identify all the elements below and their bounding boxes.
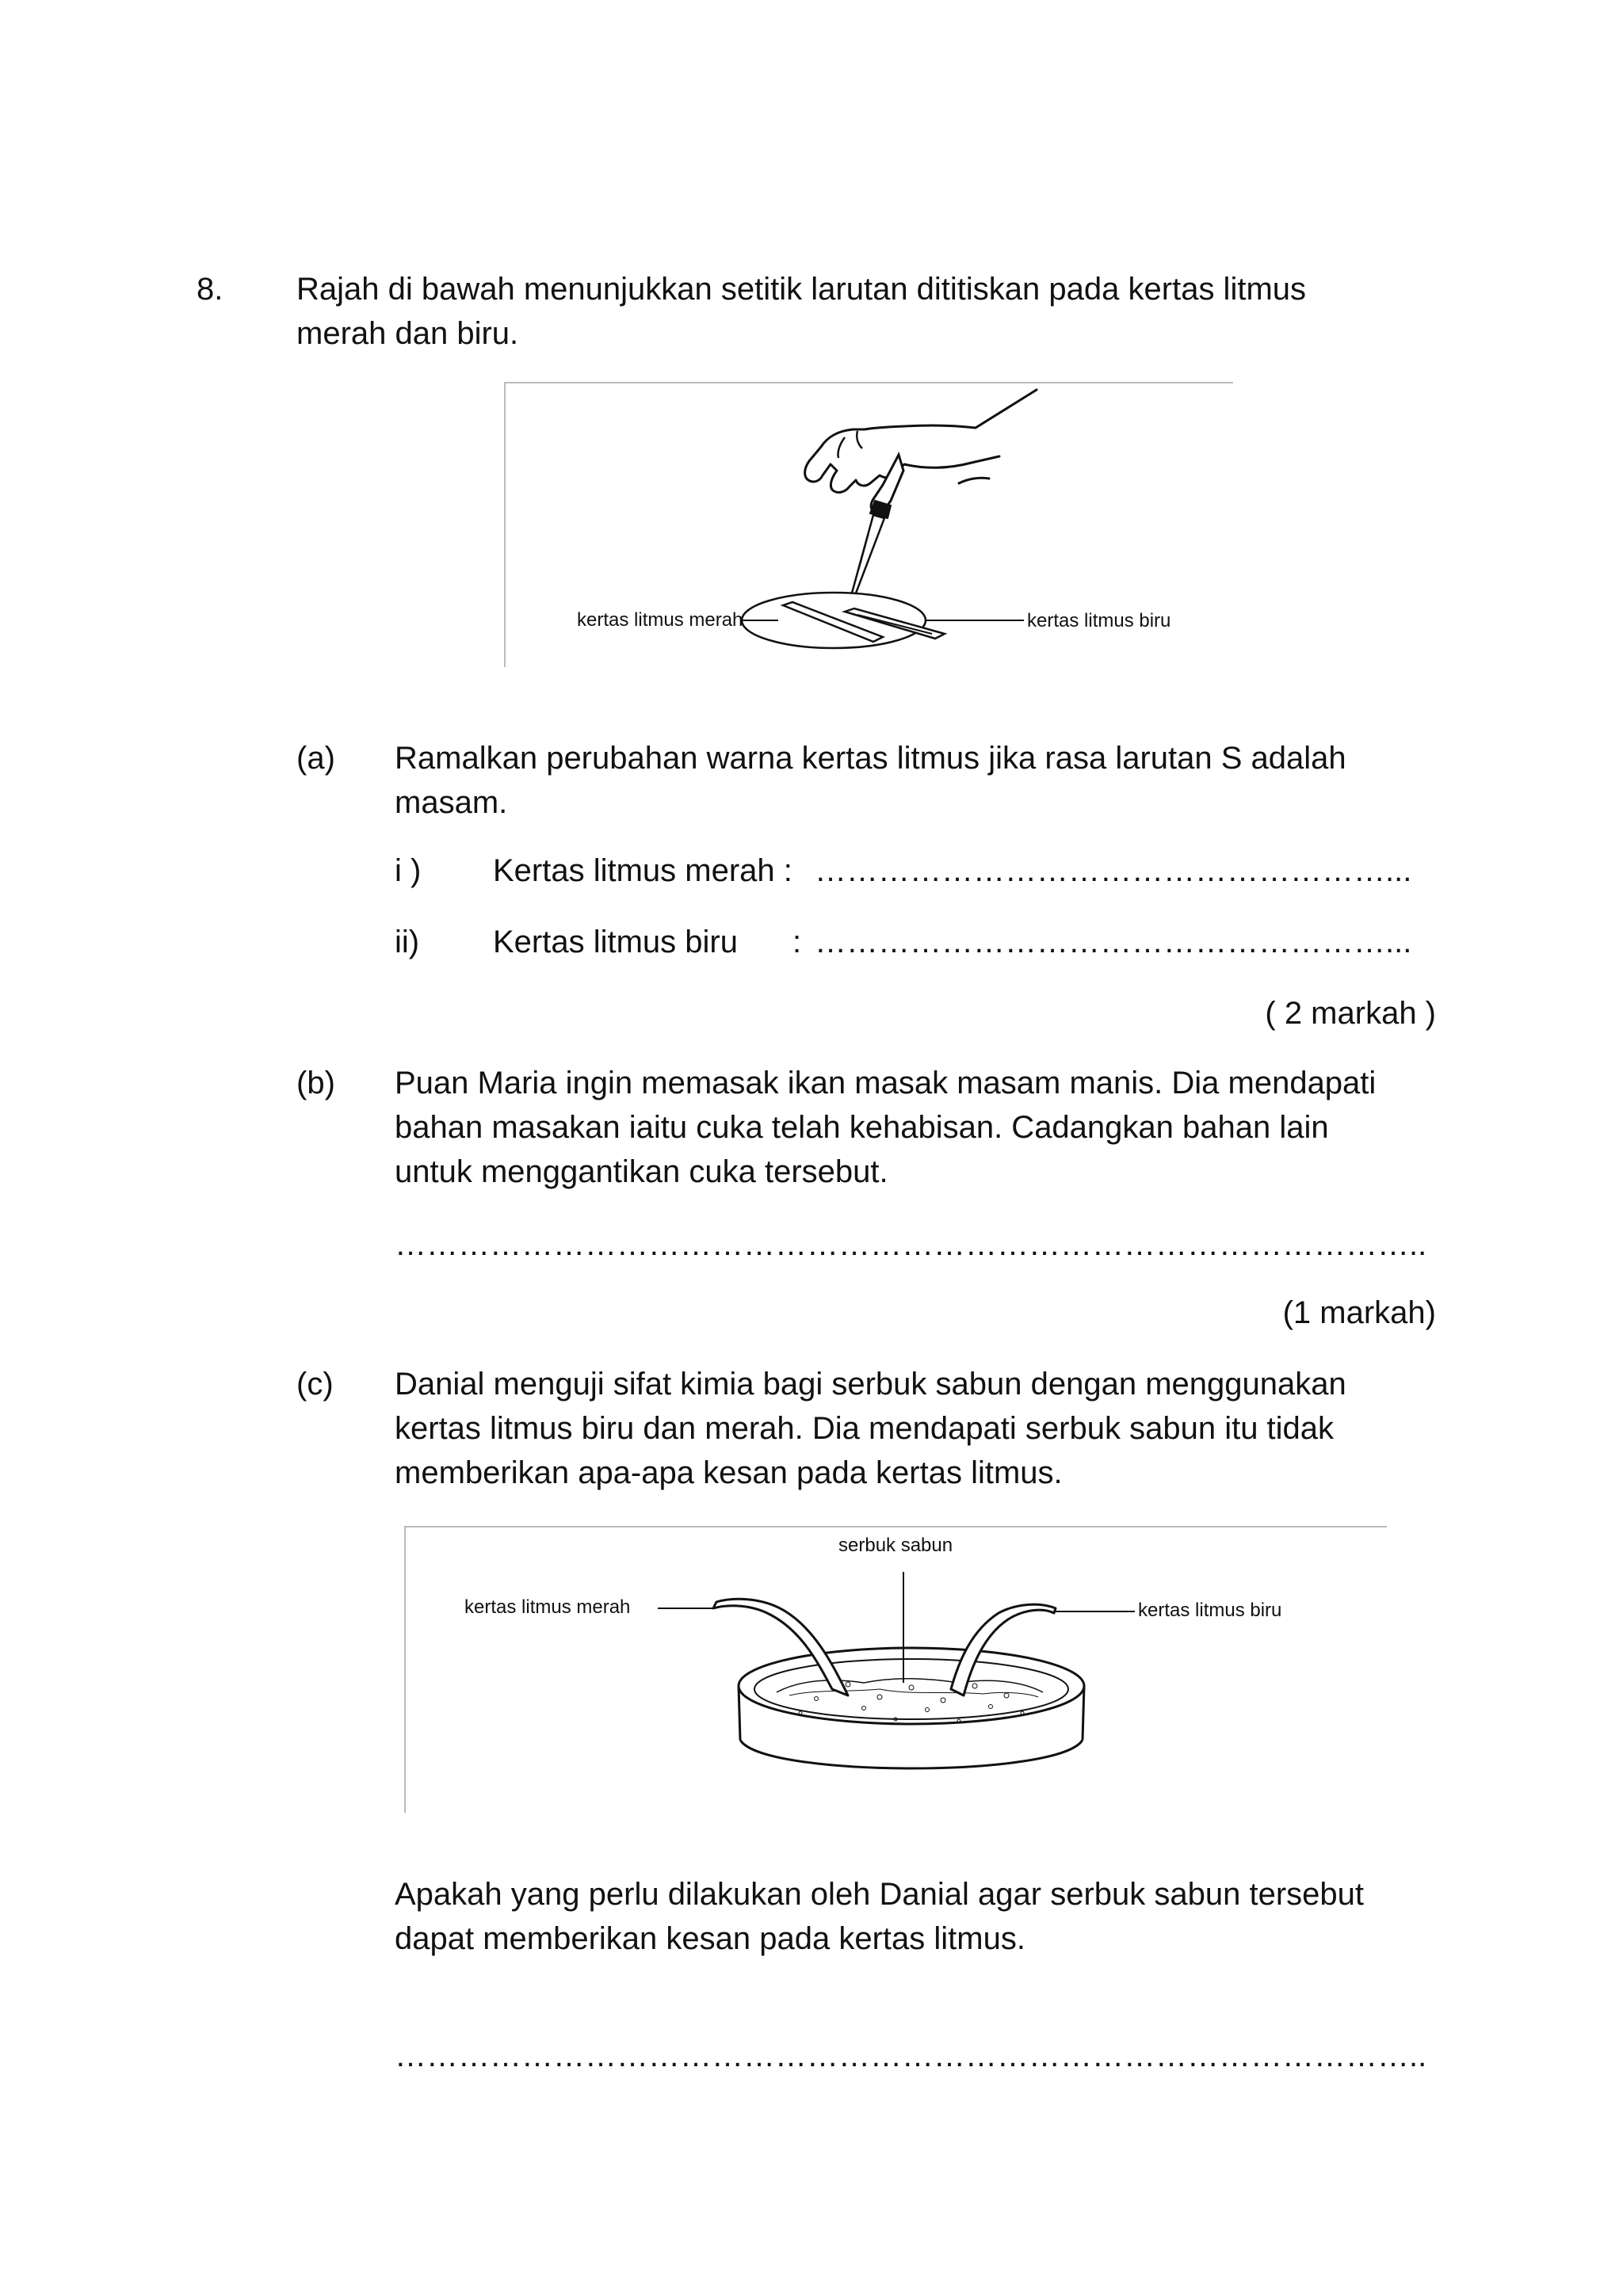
question-stem-line2: merah dan biru. (296, 316, 519, 351)
part-a-item1-answer-blank[interactable]: ………………………………………………... (815, 853, 1412, 888)
part-a-marks: ( 2 markah ) (1265, 996, 1436, 1031)
question-number: 8. (197, 272, 223, 307)
part-b-answer-blank[interactable]: …………………………………………………………………………………….. (395, 1227, 1427, 1262)
figure2-label-red-litmus: kertas litmus merah (464, 1596, 631, 1618)
figure2-label-soap-powder: serbuk sabun (838, 1535, 953, 1556)
part-b-line1: Puan Maria ingin memasak ikan masak masam manis. Dia mendapati (395, 1066, 1377, 1100)
part-c-line3: memberikan apa-apa kesan pada kertas litmus. (395, 1455, 1063, 1490)
part-c-answer-blank[interactable]: …………………………………………………………………………………….. (395, 2039, 1427, 2073)
figure1-label-blue-litmus: kertas litmus biru (1027, 610, 1171, 631)
part-c-label: (c) (296, 1367, 334, 1402)
figure1-label-red-litmus: kertas litmus merah (577, 609, 743, 631)
part-a-item2-number: ii) (395, 925, 420, 959)
part-a-item2-colon: : (792, 925, 802, 959)
soap-dish-drawing (404, 1526, 1387, 1813)
part-b-marks: (1 markah) (1282, 1295, 1436, 1330)
part-c-line1: Danial menguji sifat kimia bagi serbuk sabun dengan menggunakan (395, 1367, 1346, 1402)
part-a-line2: masam. (395, 785, 508, 820)
figure-soap-dish-litmus (404, 1526, 1387, 1813)
part-a-label: (a) (296, 741, 335, 776)
part-b-line2: bahan masakan iaitu cuka telah kehabisan. Cadangkan bahan lain (395, 1110, 1329, 1145)
part-a-item1-text: Kertas litmus merah : (493, 853, 792, 888)
part-b-line3: untuk menggantikan cuka tersebut. (395, 1154, 888, 1189)
figure-dropper-litmus (504, 382, 1233, 667)
part-a-item2-text: Kertas litmus biru (493, 925, 738, 959)
figure2-label-blue-litmus: kertas litmus biru (1138, 1600, 1282, 1621)
part-a-item1-number: i ) (395, 853, 422, 888)
part-a-item2-answer-blank[interactable]: ………………………………………………... (815, 925, 1412, 959)
part-b-label: (b) (296, 1066, 335, 1100)
part-c-question-line1: Apakah yang perlu dilakukan oleh Danial agar serbuk sabun tersebut (395, 1877, 1365, 1912)
part-a-line1: Ramalkan perubahan warna kertas litmus jika rasa larutan S adalah (395, 741, 1346, 776)
question-stem-line1: Rajah di bawah menunjukkan setitik larutan dititiskan pada kertas litmus (296, 272, 1307, 307)
part-c-line2: kertas litmus biru dan merah. Dia mendapati serbuk sabun itu tidak (395, 1411, 1335, 1446)
part-c-question-line2: dapat memberikan kesan pada kertas litmus. (395, 1921, 1025, 1956)
